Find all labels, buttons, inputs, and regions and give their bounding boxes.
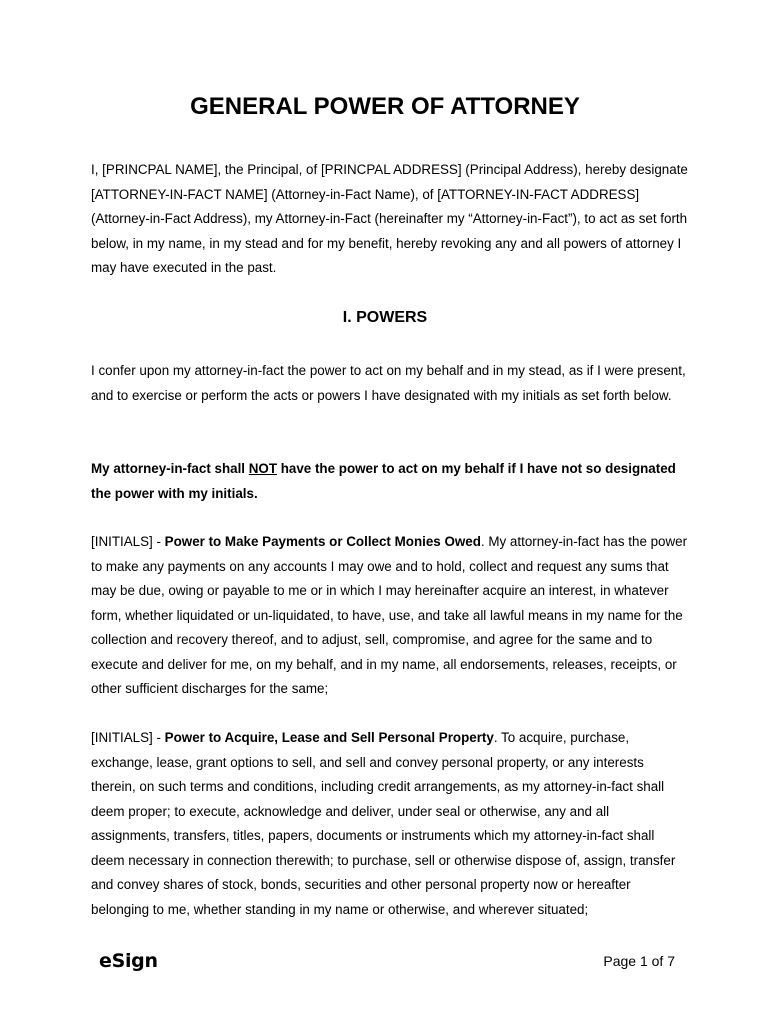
notice-emphasis: NOT — [248, 461, 278, 476]
notice-paragraph — [91, 457, 691, 506]
power-initials: [INITIALS] - — [91, 534, 165, 549]
esign-logo: eSign — [99, 950, 158, 972]
power-initials: [INITIALS] - — [91, 730, 165, 745]
confer-paragraph: I confer upon my attorney-in-fact the power to act on my behalf and in my stead, as if I were present, and to exercise or perform the acts or powers I have designated with my initials as set forth below. — [91, 363, 686, 403]
notice-text-before: My attorney-in-fact shall — [91, 461, 249, 476]
power-heading: Power to Make Payments or Collect Monies Owed — [164, 534, 481, 549]
power-heading: Power to Acquire, Lease and Sell Personal Property — [164, 730, 494, 745]
intro-paragraph: I, [PRINCPAL NAME], the Principal, of [PRINCPAL ADDRESS] (Principal Address), hereby designate [ATTORNEY-IN-FACT NAME] (Attorney-in-Fact Name), of [ATTORNEY-IN-FACT ADDRESS] (Attorney-in-Fact Address), my Attorney-in-Fact (hereinafter my “Attorney-in-Fact”), to act as set forth below, in my name, in my stead and for my benefit, hereby revoking any and all powers of attorney I may have executed in the past. — [91, 162, 688, 275]
page-number: Page 1 of 7 — [603, 953, 675, 969]
document-title: GENERAL POWER OF ATTORNEY — [190, 93, 580, 120]
power-text: . To acquire, purchase, exchange, lease, grant options to sell, and sell and convey personal property, or any interests therein, on such terms and conditions, including credit arrangements, as my attorney-in-fact shall deem proper; to execute, acknowledge and deliver, under seal or otherwise, any and all assignments, transfers, titles, papers, documents or instruments which my attorney-in-fact shall deem necessary in connection therewith; to purchase, sell or otherwise dispose of, assign, transfer and convey shares of stock, bonds, securities and other personal property now or hereafter belonging to me, whether standing in my name or otherwise, and wherever situated; — [91, 730, 676, 917]
power-paragraph-personal-property — [91, 726, 691, 922]
power-text: . My attorney-in-fact has the power to make any payments on any accounts I may owe and to hold, collect and request any sums that may be due, owing or payable to me or in which I may hereinafter acquire an interest, in whatever form, whether liquidated or un-liquidated, to have, use, and take all lawful means in my name for the collection and recovery thereof, and to adjust, sell, compromise, and agree for the same and to execute and deliver for me, on my behalf, and in my name, all endorsements, releases, receipts, or other sufficient discharges for the same; — [91, 534, 688, 696]
notice-text-after: have the power to act on my behalf if I have not so designated the power with my initials. — [91, 461, 676, 501]
power-paragraph-payments — [91, 530, 691, 702]
section-heading: I. POWERS — [342, 309, 428, 326]
